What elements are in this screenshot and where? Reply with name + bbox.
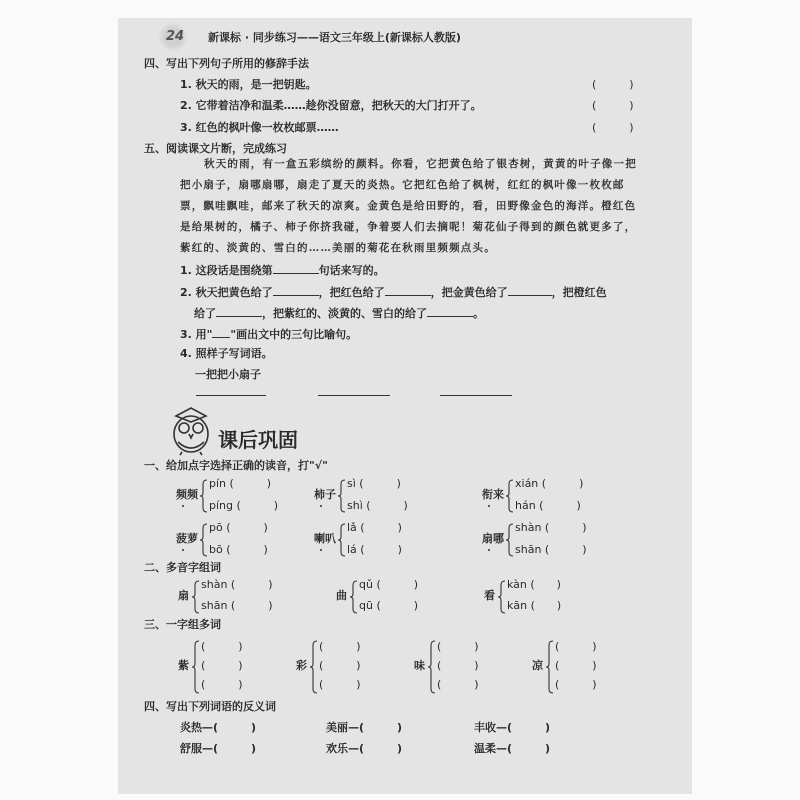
question-2-cont (194, 305, 484, 321)
brace-icon (546, 640, 553, 694)
pinyin-option[interactable]: bō ( ) (209, 543, 268, 556)
polyphone-char: 看 (484, 589, 495, 602)
page-header-title: 新课标 · 同步练习——语文三年级上(新课标人教版) (208, 31, 461, 44)
section5-heading: 五、阅读课文片断，完成练习 (144, 142, 287, 155)
answer-paren[interactable]: ( ) (592, 78, 634, 91)
question-2 (180, 284, 607, 300)
brace-icon (192, 580, 199, 614)
question-1 (180, 262, 385, 278)
passage-line: 票，飘哇飘哇，邮来了秋天的凉爽。金黄色是给田野的，看，田野像金色的海洋。橙红色 (180, 200, 637, 212)
ex2-heading: 二、多音字组词 (144, 561, 221, 574)
pinyin-option[interactable]: hán ( ) (515, 499, 581, 512)
answer-blank[interactable] (273, 284, 319, 296)
underline-sample (212, 326, 230, 338)
pinyin-option[interactable]: pō ( ) (209, 521, 268, 534)
q2-text: 2. 秋天把黄色给了 (180, 286, 273, 299)
word-paren[interactable]: ( ) (319, 678, 361, 691)
word-paren[interactable]: ( ) (201, 678, 243, 691)
pinyin-option[interactable]: lá ( ) (347, 543, 402, 556)
answer-paren[interactable]: ( ) (592, 121, 634, 134)
pinyin-option[interactable]: shān ( ) (515, 543, 587, 556)
word-paren[interactable]: ( ) (201, 659, 243, 672)
answer-blank[interactable] (508, 284, 552, 296)
q1-text-a: 1. 这段话是围绕第 (180, 264, 273, 277)
emphasis-dot (488, 505, 490, 507)
antonym-item[interactable]: 舒服—( ) (180, 742, 257, 755)
brace-icon (200, 523, 207, 557)
emphasis-dot (182, 505, 184, 507)
brace-icon (338, 479, 345, 513)
pinyin-option[interactable]: shì ( ) (347, 499, 408, 512)
word-paren[interactable]: ( ) (555, 659, 597, 672)
passage-line: 紫红的、淡黄的、雪白的……美丽的菊花在秋雨里频频点头。 (180, 242, 496, 254)
pinyin-option[interactable]: lǎ ( ) (347, 521, 402, 534)
pinyin-word: 菠萝 (176, 532, 198, 545)
answer-line[interactable] (440, 395, 512, 396)
group-char: 紫 (178, 659, 189, 672)
brace-icon (428, 640, 435, 694)
ex1-heading: 一、给加点字选择正确的读音，打"√" (144, 459, 328, 472)
passage-line: 秋天的雨，有一盒五彩缤纷的颜料。你看，它把黄色给了银杏树，黄黄的叶子像一把 (204, 158, 637, 170)
after-class-title: 课后巩固 (218, 428, 298, 452)
section4-heading: 四、写出下列句子所用的修辞手法 (144, 57, 309, 70)
q2-text: 给了 (194, 307, 216, 320)
emphasis-dot (320, 505, 322, 507)
pinyin-option[interactable]: pín ( ) (209, 477, 272, 490)
q3-text: "画出文中的三句比喻句。 (230, 328, 358, 341)
word-paren[interactable]: ( ) (319, 659, 361, 672)
answer-blank[interactable] (385, 284, 431, 296)
group-char: 彩 (296, 659, 307, 672)
emphasis-dot (320, 549, 322, 551)
page-number: 24 (166, 29, 185, 44)
word-paren[interactable]: ( ) (437, 640, 479, 653)
word-paren[interactable]: kān ( ) (507, 599, 562, 612)
word-paren[interactable]: ( ) (555, 678, 597, 691)
brace-icon (338, 523, 345, 557)
ex4-heading: 四、写出下列词语的反义词 (144, 700, 276, 713)
q3-text: 3. 用" (180, 328, 213, 341)
answer-blank[interactable] (427, 305, 473, 317)
word-paren[interactable]: kàn ( ) (507, 578, 561, 591)
emphasis-dot (182, 549, 184, 551)
word-paren[interactable]: ( ) (201, 640, 243, 653)
antonym-item[interactable]: 温柔—( ) (474, 742, 551, 755)
polyphone-char: 曲 (336, 589, 347, 602)
pinyin-option[interactable]: sì ( ) (347, 477, 401, 490)
polyphone-char: 扇 (178, 589, 189, 602)
pinyin-option[interactable]: xián ( ) (515, 477, 584, 490)
question-3 (180, 326, 357, 342)
antonym-item[interactable]: 炎热—( ) (180, 721, 257, 734)
q2-text: ，把橙红色 (551, 286, 607, 299)
section4-item-1: 1. 秋天的雨，是一把钥匙。 (180, 78, 317, 91)
brace-icon (192, 640, 199, 694)
pinyin-option[interactable]: shàn ( ) (515, 521, 587, 534)
brace-icon (350, 580, 357, 614)
word-paren[interactable]: shān ( ) (201, 599, 273, 612)
pinyin-word: 喇叭 (314, 532, 336, 545)
q2-text: ，把红色给了 (318, 286, 385, 299)
word-paren[interactable]: ( ) (437, 659, 479, 672)
question-4: 4. 照样子写词语。 (180, 347, 273, 360)
pinyin-word: 柿子 (314, 488, 336, 501)
section4-item-2: 2. 它带着洁净和温柔……趁你没留意，把秋天的大门打开了。 (180, 99, 482, 112)
pinyin-word: 频频 (176, 488, 198, 501)
ex3-heading: 三、一字组多词 (144, 618, 221, 631)
antonym-item[interactable]: 欢乐—( ) (326, 742, 403, 755)
answer-line[interactable] (196, 395, 266, 396)
word-paren[interactable]: qū ( ) (359, 599, 419, 612)
q2-text: ，把紫红的、淡黄的、雪白的给了 (262, 307, 427, 320)
section4-item-3: 3. 红色的枫叶像一枚枚邮票…… (180, 121, 339, 134)
group-char: 味 (414, 659, 425, 672)
pinyin-word: 扇哪 (482, 532, 504, 545)
answer-paren[interactable]: ( ) (592, 99, 634, 112)
passage-line: 是给果树的，橘子、柿子你挤我碰，争着要人们去摘呢！菊花仙子得到的颜色就更多了， (180, 221, 637, 233)
word-paren[interactable]: ( ) (555, 640, 597, 653)
emphasis-dot (488, 549, 490, 551)
q2-text: 。 (473, 307, 484, 320)
brace-icon (506, 523, 513, 557)
word-paren[interactable]: ( ) (319, 640, 361, 653)
passage-line: 把小扇子，扇哪扇哪，扇走了夏天的炎热。它把红色给了枫树，红红的枫叶像一枚枚邮 (180, 179, 625, 191)
word-paren[interactable]: shàn ( ) (201, 578, 273, 591)
brace-icon (498, 580, 505, 614)
answer-line[interactable] (318, 395, 390, 396)
word-paren[interactable]: qǔ ( ) (359, 578, 419, 591)
antonym-item[interactable]: 美丽—( ) (326, 721, 403, 734)
brace-icon (506, 479, 513, 513)
q1-text-b: 句话来写的。 (318, 264, 385, 277)
answer-blank[interactable] (273, 262, 319, 274)
pinyin-option[interactable]: píng ( ) (209, 499, 279, 512)
question-4-example: 一把把小扇子 (195, 368, 261, 381)
owl-mascot-icon (166, 404, 216, 456)
brace-icon (200, 479, 207, 513)
q2-text: ，把金黄色给了 (430, 286, 508, 299)
brace-icon (310, 640, 317, 694)
pinyin-word: 衔来 (482, 488, 504, 501)
word-paren[interactable]: ( ) (437, 678, 479, 691)
antonym-item[interactable]: 丰收—( ) (474, 721, 551, 734)
group-char: 凉 (532, 659, 543, 672)
answer-blank[interactable] (216, 305, 262, 317)
